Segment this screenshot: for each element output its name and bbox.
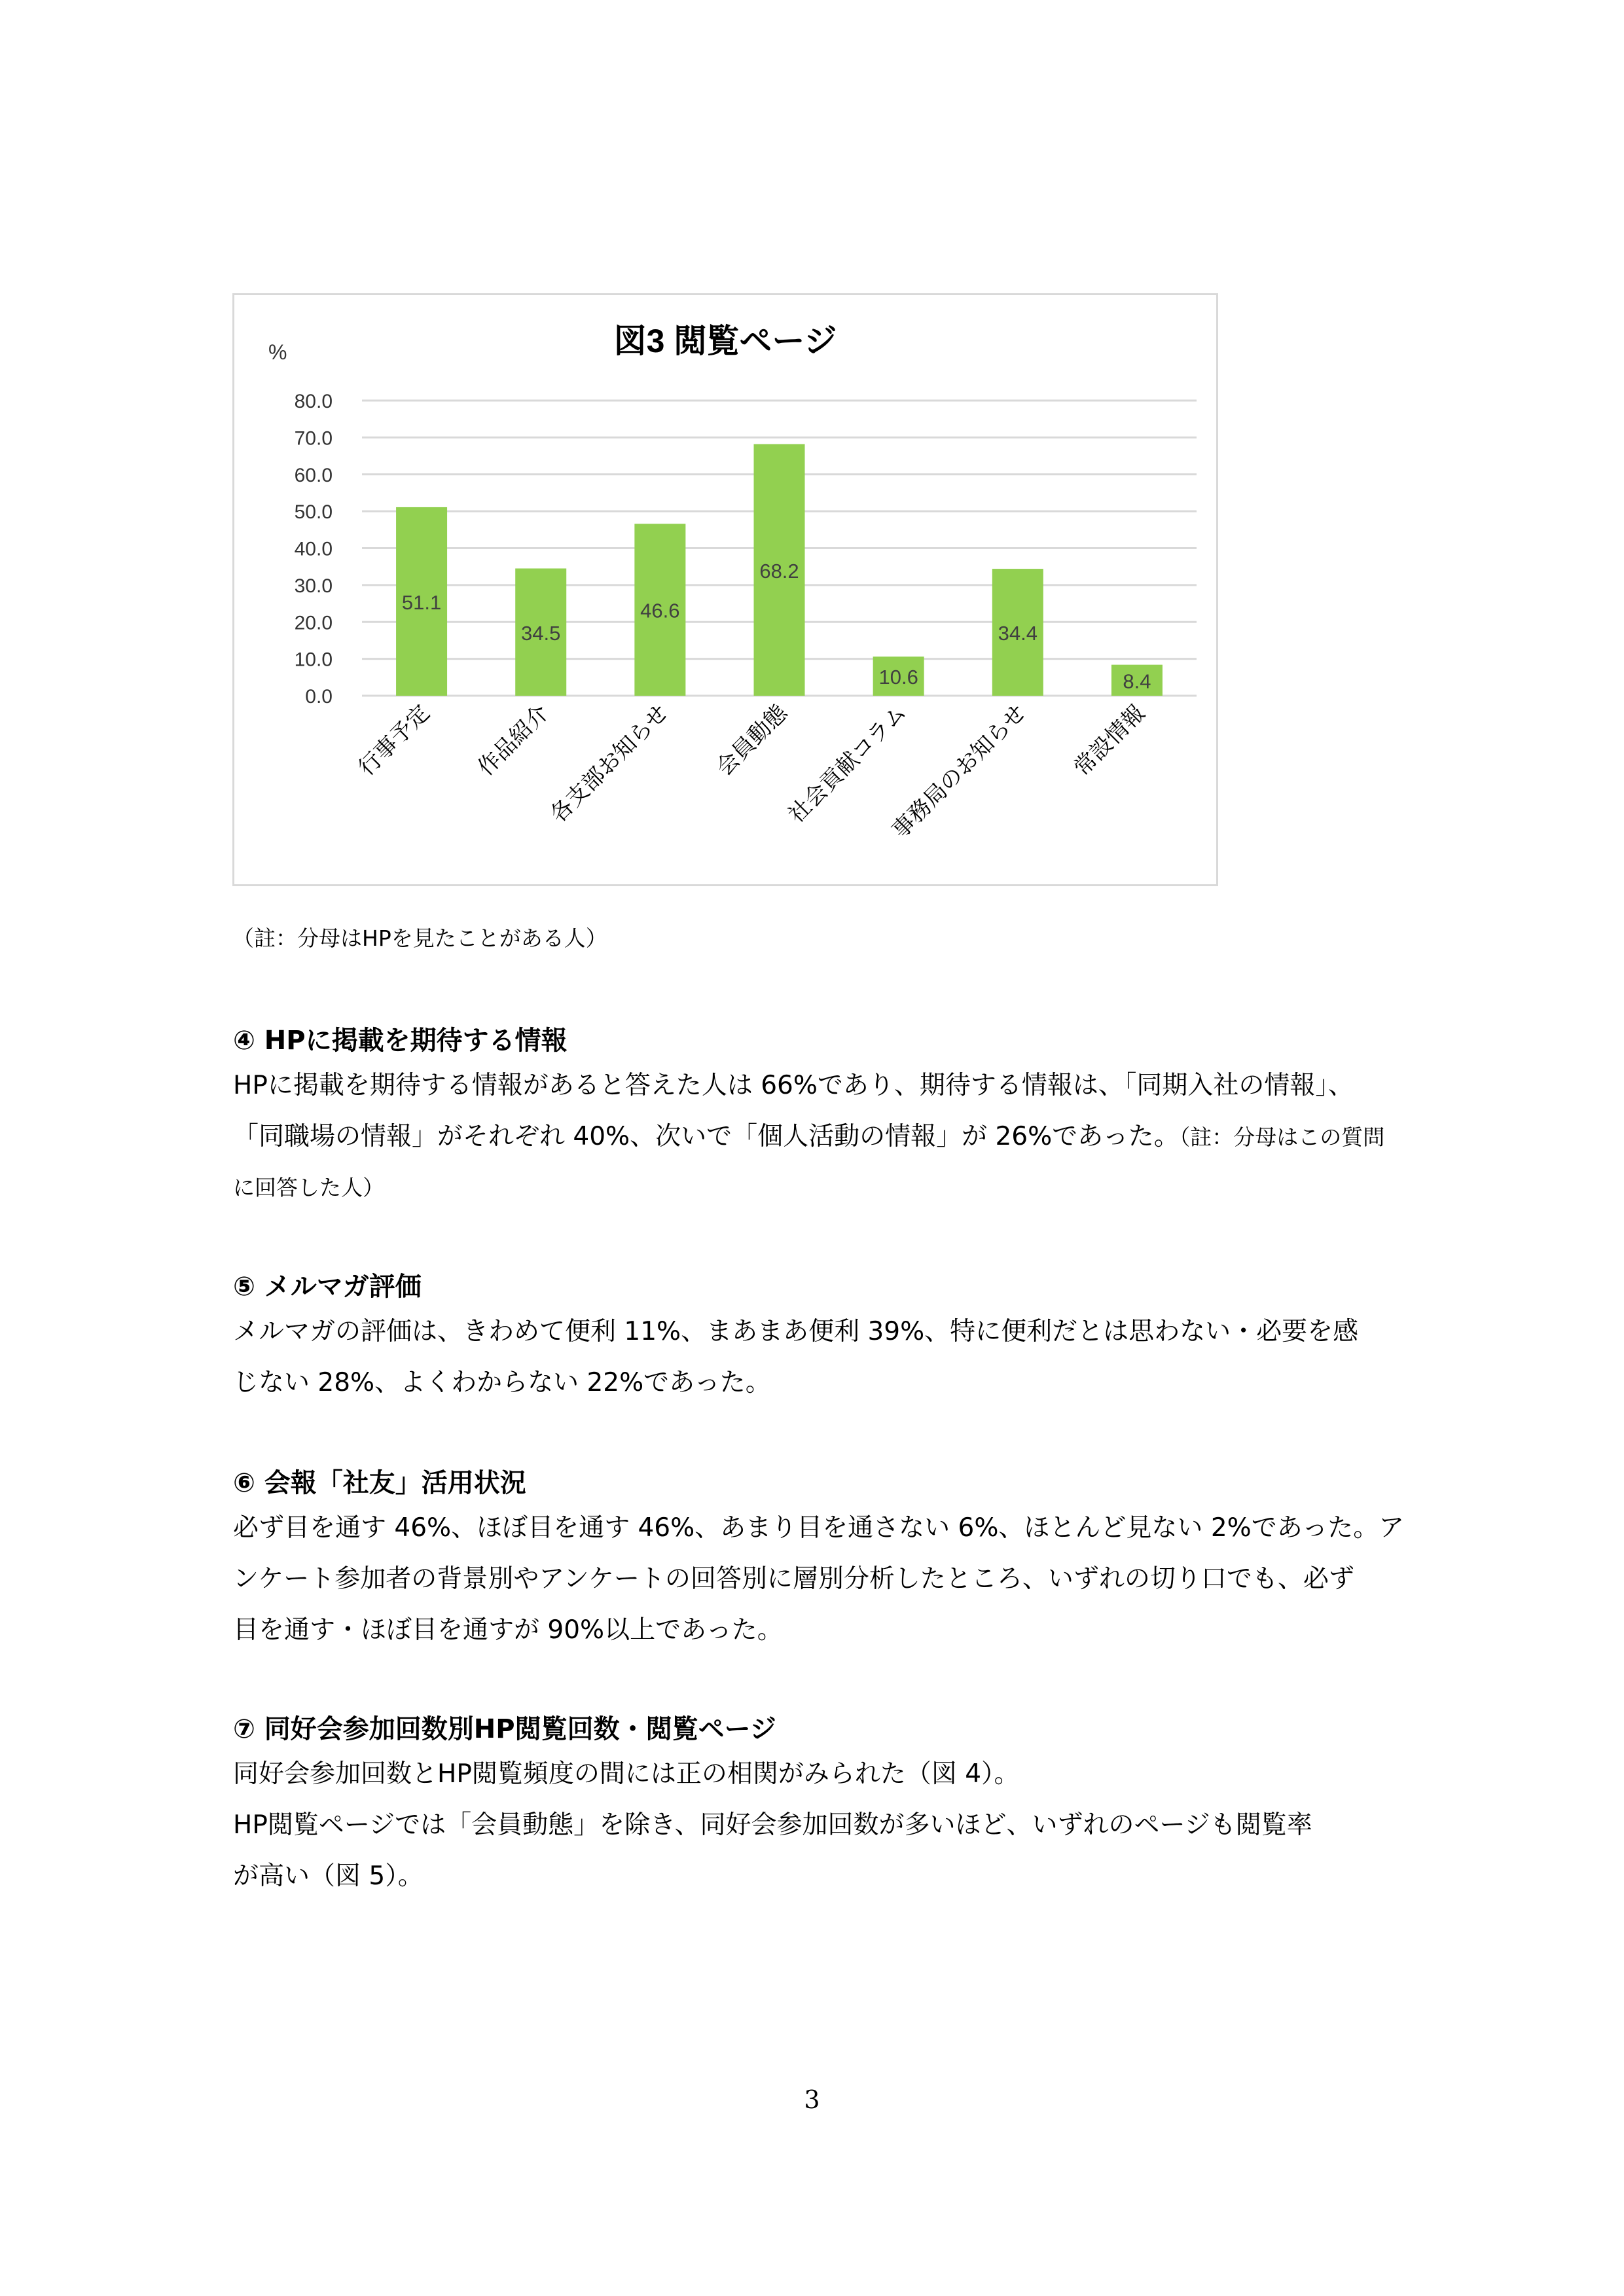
data-label: 34.5	[521, 621, 561, 645]
section-4-line-3: に回答した人）	[233, 1175, 384, 1200]
section-4-heading: ④ HPに掲載を期待する情報	[233, 1026, 568, 1056]
y-tick-label: 80.0	[294, 391, 333, 412]
section-7-line-2: HP閲覧ページでは「会員動態」を除き、同好会参加回数が多いほど、いずれのページも閲覧率	[233, 1810, 1312, 1840]
x-tick-label: 各支部お知らせ	[545, 700, 674, 828]
data-label: 34.4	[998, 622, 1038, 645]
section-4-line-2-text: 「同職場の情報」がそれぞれ 40%、次いで「個人活動の情報」が 26%であった。	[233, 1122, 1180, 1151]
section-7-line-3: が高い（図 5）。	[233, 1861, 424, 1891]
y-tick-label: 70.0	[294, 427, 333, 450]
section-6-heading: ⑥ 会報「社友」活用状況	[233, 1468, 526, 1498]
chart-container	[232, 293, 1218, 886]
data-label: 8.4	[1123, 670, 1151, 693]
section-6-line-3: 目を通す・ほぼ目を通すが 90%以上であった。	[233, 1615, 783, 1645]
section-7-heading: ⑦ 同好会参加回数別HP閲覧回数・閲覧ページ	[233, 1714, 776, 1744]
x-tick-label: 社会貢献コラム	[784, 700, 912, 828]
data-label: 68.2	[759, 559, 799, 583]
x-tick-label: 作品紹介	[473, 700, 554, 781]
data-label: 51.1	[401, 590, 442, 614]
x-tick-label: 行事予定	[353, 700, 435, 781]
y-axis-label: %	[268, 340, 287, 364]
x-tick-label: 会員動態	[712, 700, 793, 781]
section-5-line-2: じない 28%、よくわからない 22%であった。	[233, 1368, 771, 1397]
section-5-line-1: メルマガの評価は、きわめて便利 11%、まあまあ便利 39%、特に便利だとは思わない・必要を感	[233, 1317, 1359, 1346]
y-tick-label: 10.0	[294, 649, 333, 671]
y-tick-label: 30.0	[294, 575, 333, 597]
bar-chart	[234, 295, 1216, 884]
y-tick-label: 20.0	[294, 612, 333, 634]
y-tick-label: 0.0	[305, 686, 333, 708]
page-number: 3	[804, 2085, 820, 2114]
x-tick-label: 事務局のお知らせ	[887, 700, 1031, 844]
y-tick-label: 40.0	[294, 538, 333, 560]
section-6-line-2: ンケート参加者の背景別やアンケートの回答別に層別分析したところ、いずれの切り口でも、必ず	[233, 1564, 1354, 1594]
y-tick-label: 50.0	[294, 501, 333, 524]
section-4-line-2	[233, 1111, 1424, 1163]
section-4-line-1: HPに掲載を期待する情報があると答えた人は 66%であり、期待する情報は、「同期入社の情報」、	[233, 1071, 1354, 1100]
section-6-line-1: 必ず目を通す 46%、ほぼ目を通す 46%、あまり目を通さない 6%、ほとんど見ない 2%であった。ア	[233, 1513, 1405, 1543]
section-7-line-1: 同好会参加回数とHP閲覧頻度の間には正の相関がみられた（図 4）。	[233, 1759, 1020, 1789]
data-label: 10.6	[878, 666, 918, 689]
chart-title: 図3 閲覧ページ	[613, 323, 837, 359]
section-4-note: （註：分母はこの質問	[1179, 1124, 1385, 1150]
section-5-heading: ⑤ メルマガ評価	[233, 1272, 422, 1302]
x-tick-label: 常設情報	[1069, 700, 1150, 781]
chart-note: （註：分母はHPを見たことがある人）	[232, 925, 607, 951]
y-tick-label: 60.0	[294, 464, 333, 486]
data-label: 46.6	[640, 599, 680, 622]
